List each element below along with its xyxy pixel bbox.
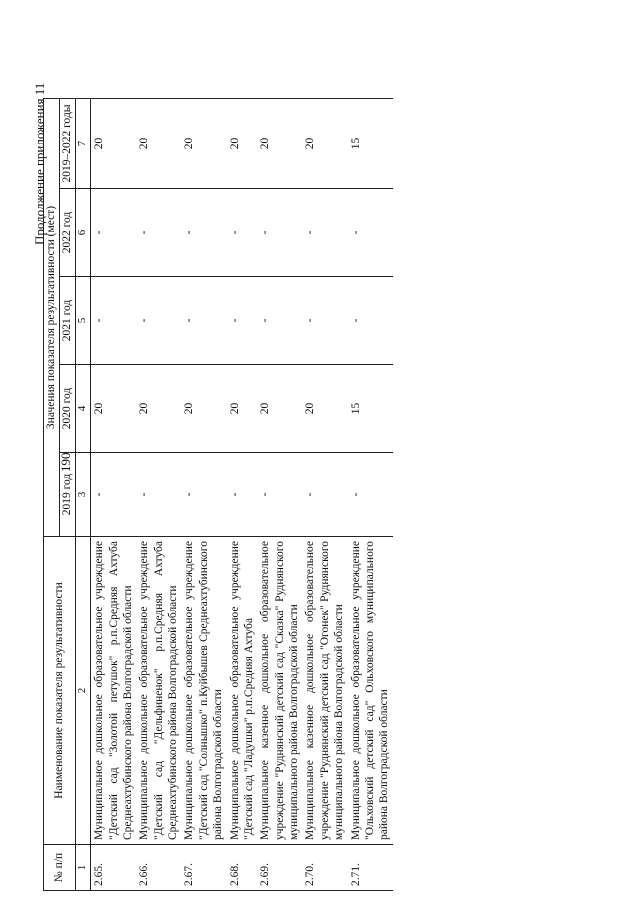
- value-2019: -: [227, 453, 258, 537]
- value-total: 20: [227, 98, 258, 188]
- row-number: 2.67.: [181, 845, 226, 891]
- value-2019: -: [91, 453, 137, 537]
- column-number: 5: [76, 277, 91, 365]
- row-number: 2.65.: [91, 845, 137, 891]
- value-2019: -: [302, 453, 347, 537]
- value-2022: -: [136, 189, 181, 277]
- header-year: 2022 год: [60, 189, 76, 277]
- column-number: 2: [76, 537, 91, 845]
- value-2021: -: [257, 277, 302, 365]
- header-year: 2019 год: [60, 453, 76, 537]
- header-year: 2020 год: [60, 365, 76, 453]
- results-table: [43, 98, 393, 891]
- header-values: Значения показателя результативности (мест): [44, 98, 60, 536]
- row-name: Муниципальное дошкольное образовательное учреждение "Детский сад "Солнышко" п.Куйбышев Среднеахтубинского района Волгоградской области: [181, 537, 226, 845]
- row-name: Муниципальное казенное дошкольное образовательное учреждение "Руднянский детский сад "Огонек" Руднянского муниципального района Волгоградской области: [302, 537, 347, 845]
- value-total: 15: [348, 98, 393, 188]
- continuation-note: Продолжение приложения 11: [32, 82, 47, 245]
- row-name: Муниципальное дошкольное образовательное учреждение "Детский сад "Дельфиненок" р.п.Средняя Ахтуба Среднеахтубинского района Волгоградской области: [136, 537, 181, 845]
- value-2021: -: [91, 277, 137, 365]
- value-2020: 20: [227, 365, 258, 453]
- value-2020: 20: [91, 365, 137, 453]
- value-2021: -: [181, 277, 226, 365]
- table-row: [91, 98, 137, 890]
- column-number: 3: [76, 453, 91, 537]
- value-2022: -: [181, 189, 226, 277]
- value-2020: 20: [136, 365, 181, 453]
- value-2020: 20: [181, 365, 226, 453]
- row-number: 2.70.: [302, 845, 347, 891]
- value-2022: -: [348, 189, 393, 277]
- row-name: Муниципальное дошкольное образовательное учреждение "Детский сад "Ладушки" р.п.Средняя Ахтуба: [227, 537, 258, 845]
- row-name: Муниципальное дошкольное образовательное учреждение "Детский сад "Золотой петушок" р.п.Средняя Ахтуба Среднеахтубинского района Волгоградской области: [91, 537, 137, 845]
- value-2022: -: [91, 189, 137, 277]
- column-number: 6: [76, 189, 91, 277]
- header-number: № п/п: [44, 845, 76, 891]
- value-2022: -: [257, 189, 302, 277]
- value-2021: -: [136, 277, 181, 365]
- header-name: Наименование показателя результативности: [44, 537, 76, 845]
- value-2022: -: [302, 189, 347, 277]
- row-number: 2.69.: [257, 845, 302, 891]
- table-row: [348, 98, 393, 890]
- row-number: 2.66.: [136, 845, 181, 891]
- value-2021: -: [348, 277, 393, 365]
- value-2019: -: [181, 453, 226, 537]
- value-2021: -: [302, 277, 347, 365]
- value-total: 20: [181, 98, 226, 188]
- value-2019: -: [348, 453, 393, 537]
- value-total: 20: [302, 98, 347, 188]
- table-row: [227, 98, 258, 890]
- value-2019: -: [136, 453, 181, 537]
- header-year: 2019–2022 годы: [60, 98, 76, 188]
- value-2021: -: [227, 277, 258, 365]
- table-row: [257, 98, 302, 890]
- value-2020: 15: [348, 365, 393, 453]
- value-total: 20: [91, 98, 137, 188]
- column-number: 7: [76, 98, 91, 188]
- table-row: [136, 98, 181, 890]
- value-2020: 20: [302, 365, 347, 453]
- value-2019: -: [257, 453, 302, 537]
- value-2022: -: [227, 189, 258, 277]
- column-number: 4: [76, 365, 91, 453]
- row-number: 2.71.: [348, 845, 393, 891]
- value-total: 20: [257, 98, 302, 188]
- row-name: Муниципальное казенное дошкольное образовательное учреждение "Руднянский детский сад "Сказка" Руднянского муниципального района Волгоградской области: [257, 537, 302, 845]
- value-2020: 20: [257, 365, 302, 453]
- column-number: 1: [76, 845, 91, 891]
- row-name: Муниципальное дошкольное образовательное учреждение "Ольховский детский сад" Ольховского муниципального района Волгоградской области: [348, 537, 393, 845]
- page-number: 190: [58, 452, 73, 472]
- value-total: 20: [136, 98, 181, 188]
- row-number: 2.68.: [227, 845, 258, 891]
- table-row: [302, 98, 347, 890]
- header-year: 2021 год: [60, 277, 76, 365]
- table-row: [181, 98, 226, 890]
